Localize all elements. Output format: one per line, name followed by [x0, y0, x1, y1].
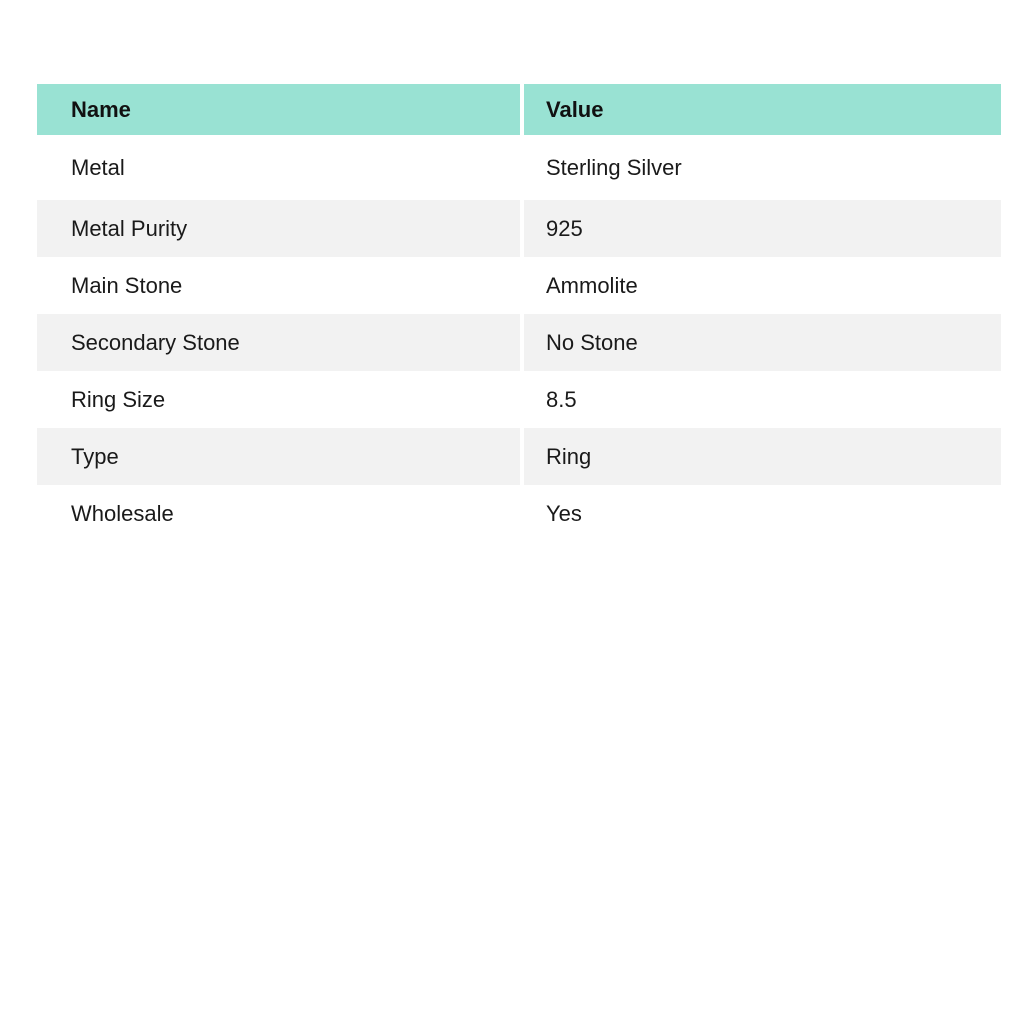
table-row — [37, 485, 1001, 542]
column-header-name: Name — [37, 84, 524, 135]
attribute-name-cell: Type — [37, 428, 524, 485]
attribute-value-cell: Sterling Silver — [524, 135, 1001, 200]
attribute-value-cell: 8.5 — [524, 371, 1001, 428]
table-row — [37, 200, 1001, 257]
attribute-name-cell: Metal — [37, 135, 524, 200]
product-attributes-table — [37, 84, 1001, 542]
table-header-row — [37, 84, 1001, 135]
table-row — [37, 371, 1001, 428]
attribute-name-cell: Metal Purity — [37, 200, 524, 257]
table-row — [37, 257, 1001, 314]
attribute-name-cell: Secondary Stone — [37, 314, 524, 371]
table-row — [37, 428, 1001, 485]
column-header-value: Value — [524, 84, 1001, 135]
attribute-value-cell: Ring — [524, 428, 1001, 485]
attribute-name-cell: Ring Size — [37, 371, 524, 428]
attribute-value-cell: No Stone — [524, 314, 1001, 371]
table-row — [37, 135, 1001, 200]
table-body — [37, 135, 1001, 542]
attribute-value-cell: Yes — [524, 485, 1001, 542]
attribute-name-cell: Wholesale — [37, 485, 524, 542]
attribute-name-cell: Main Stone — [37, 257, 524, 314]
table-row — [37, 314, 1001, 371]
attribute-value-cell: 925 — [524, 200, 1001, 257]
attribute-value-cell: Ammolite — [524, 257, 1001, 314]
